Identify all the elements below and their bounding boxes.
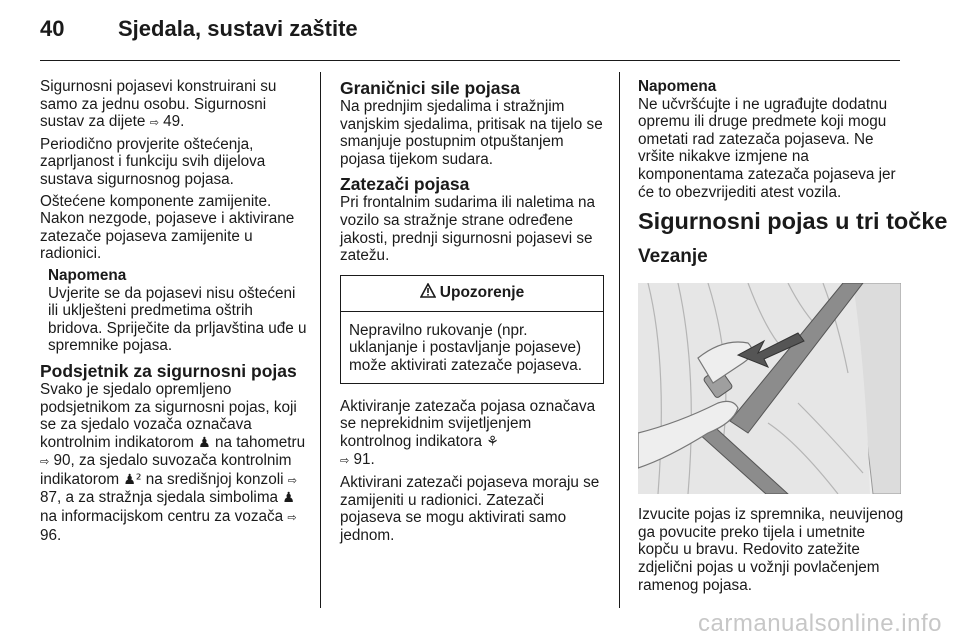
section-heading: Zatezači pojasa (340, 174, 470, 195)
cross-ref-icon: ⇨ (340, 454, 350, 468)
column-3 (638, 78, 948, 598)
cross-ref-icon: ⇨ (287, 511, 297, 525)
seatbelt-tensioner-icon: ⚘ (486, 433, 499, 450)
note-box (40, 267, 308, 355)
cross-ref-icon: ⇨ (149, 116, 159, 130)
paragraph: Sigurnosni pojasevi konstruirani su samo za jednu osobu. Sigurnosni sustav za dijete ⇨ 49. (40, 78, 277, 131)
section-heading: Podsjetnik za sigurnosni pojas (40, 360, 297, 381)
warning-text: Nepravilno rukovanje (npr. uklanjanje i postavljanje pojaseve) može aktivirati zatezače pojaseva. (349, 321, 582, 374)
cross-ref-icon: ⇨ (40, 455, 50, 469)
section-heading: Sigurnosni pojas u tri točke (638, 208, 948, 235)
paragraph: Izvucite pojas iz spremnika, neuvijenog ga povucite preko tijela i umetnite kopču u bravu. Redovito zatežite zdjelični pojas u vožnji povlačenjem ramenog pojasa. (638, 506, 904, 594)
note-title: Napomena (638, 78, 717, 95)
column-2 (340, 78, 604, 548)
paragraph: Pri frontalnim sudarima ili naletima na vozilo sa stražnje strane određene jakosti, prednji sigurnosni pojasevi se zatežu. (340, 194, 596, 265)
warning-box (340, 275, 604, 384)
note-box (638, 78, 906, 201)
note-text: Ne učvršćujte i ne ugrađujte dodatnu opremu ili druge predmete koji mogu ometati rad zatezača pojaseva. Ne vršite nikakve izmjene na komponentama zatezača pojaseva jer će to obezvrijediti atest vozila. (638, 95, 896, 201)
page-header (40, 16, 358, 50)
column-1 (40, 78, 308, 548)
rear-seatbelt-icon: ♟ (282, 490, 295, 507)
cross-ref-icon: ⇨ (287, 473, 297, 487)
column-divider-2 (619, 72, 620, 608)
note-text: Uvjerite se da pojasevi nisu oštećeni ili uklješteni predmetima oštrih bridova. Spriječite da prljavština uđe u spremnike pojasa. (48, 284, 307, 355)
passenger-seatbelt-icon: ♟² (123, 471, 142, 488)
paragraph: Oštećene komponente zamijenite. Nakon nezgode, pojaseve i aktivirane zatezače pojaseva zamijenite u radionici. (40, 192, 295, 263)
note-title: Napomena (48, 266, 127, 284)
section-heading: Graničnici sile pojasa (340, 78, 520, 98)
paragraph: Na prednjim sjedalima i stražnjim vanjskim sjedalima, pritisak na tijelo se smanjuje postupnim otpuštanjem pojasa tijekom sudara. (340, 98, 603, 168)
page-number: 40 (40, 16, 65, 41)
subsection-heading: Vezanje (638, 246, 708, 268)
paragraph: Aktivirani zatezači pojaseva moraju se zamijeniti u radionici. Zatezači pojaseva se mogu aktivirati samo jednom. (340, 473, 600, 544)
paragraph: Svako je sjedalo opremljeno podsjetnikom za sigurnosni pojas, koji se za sjedalo vozača označava kontrolnim indikatorom ♟ na tahometru ⇨ 90, za sjedalo suvozača kontrolnim indikatorom ♟² na središnjoj konzoli ⇨ 87, a za stražnja sjedala simbolima ♟ na informacijskom centru za vozača ⇨ 96. (40, 380, 306, 544)
watermark: carmanualsonline.info (698, 610, 942, 637)
warning-triangle-icon (420, 283, 436, 303)
warning-title: Upozorenje (439, 284, 525, 302)
seatbelt-reminder-icon: ♟ (198, 434, 211, 451)
seatbelt-fastening-illustration (638, 283, 901, 494)
paragraph: Periodično provjerite oštećenja, zaprljanost i funkciju svih dijelova sustava sigurnosnog pojasa. (40, 135, 266, 188)
column-divider-1 (320, 72, 321, 608)
paragraph: Aktiviranje zatezača pojasa označava se neprekidnim svijetljenjem kontrolnog indikatora ⚘ ⇨ 91. (340, 397, 596, 469)
header-divider (40, 60, 900, 61)
warning-header (341, 276, 603, 312)
page-title: Sjedala, sustavi zaštite (118, 16, 358, 41)
